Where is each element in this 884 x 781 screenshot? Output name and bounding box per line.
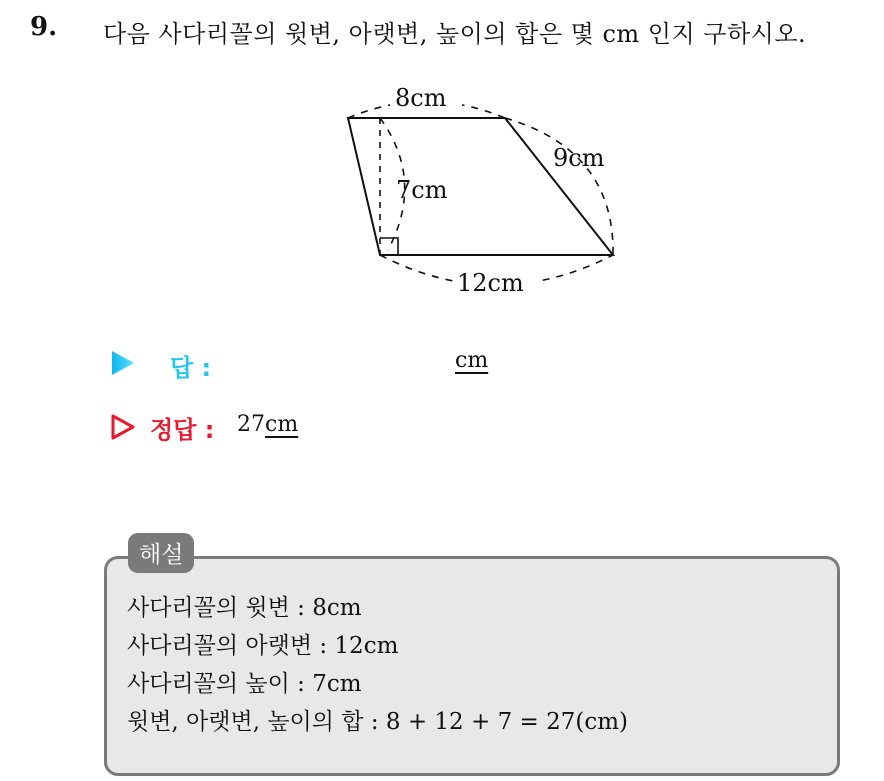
side-length-label: 9cm [553,144,605,172]
correct-answer-value [237,412,298,437]
top-length-label: 8cm [395,84,447,112]
height-length-label: 7cm [396,176,448,204]
correct-answer-label: 정답 : [150,416,215,444]
correct-answer-number: 27 [237,412,265,437]
question-number: 9. [30,12,58,42]
outline-right-triangle-icon [110,413,136,441]
explanation-line: 사다리꼴의 윗변 : 8cm [127,595,362,621]
bottom-length-label: 12cm [457,269,524,297]
answer-row [110,348,530,380]
correct-answer-row [110,410,410,444]
explanation-line: 사다리꼴의 높이 : 7cm [127,671,362,697]
question-text: 다음 사다리꼴의 윗변, 아랫변, 높이의 합은 몇 cm 인지 구하시오. [103,20,807,48]
explanation-line: 사다리꼴의 아랫변 : 12cm [127,633,399,659]
explanation-line: 윗변, 아랫변, 높이의 합 : 8 + 12 + 7 = 27(cm) [127,709,629,735]
trapezoid-figure [330,80,650,300]
explanation-lines [127,589,628,741]
explanation-box [104,556,840,776]
trapezoid-shape [348,118,613,255]
correct-answer-unit: cm [265,412,299,437]
filled-right-triangle-icon [110,350,136,376]
answer-label: 답 : [170,354,212,382]
right-angle-mark [380,238,398,255]
answer-unit: cm [455,348,489,373]
explanation-tab: 해설 [128,533,194,573]
